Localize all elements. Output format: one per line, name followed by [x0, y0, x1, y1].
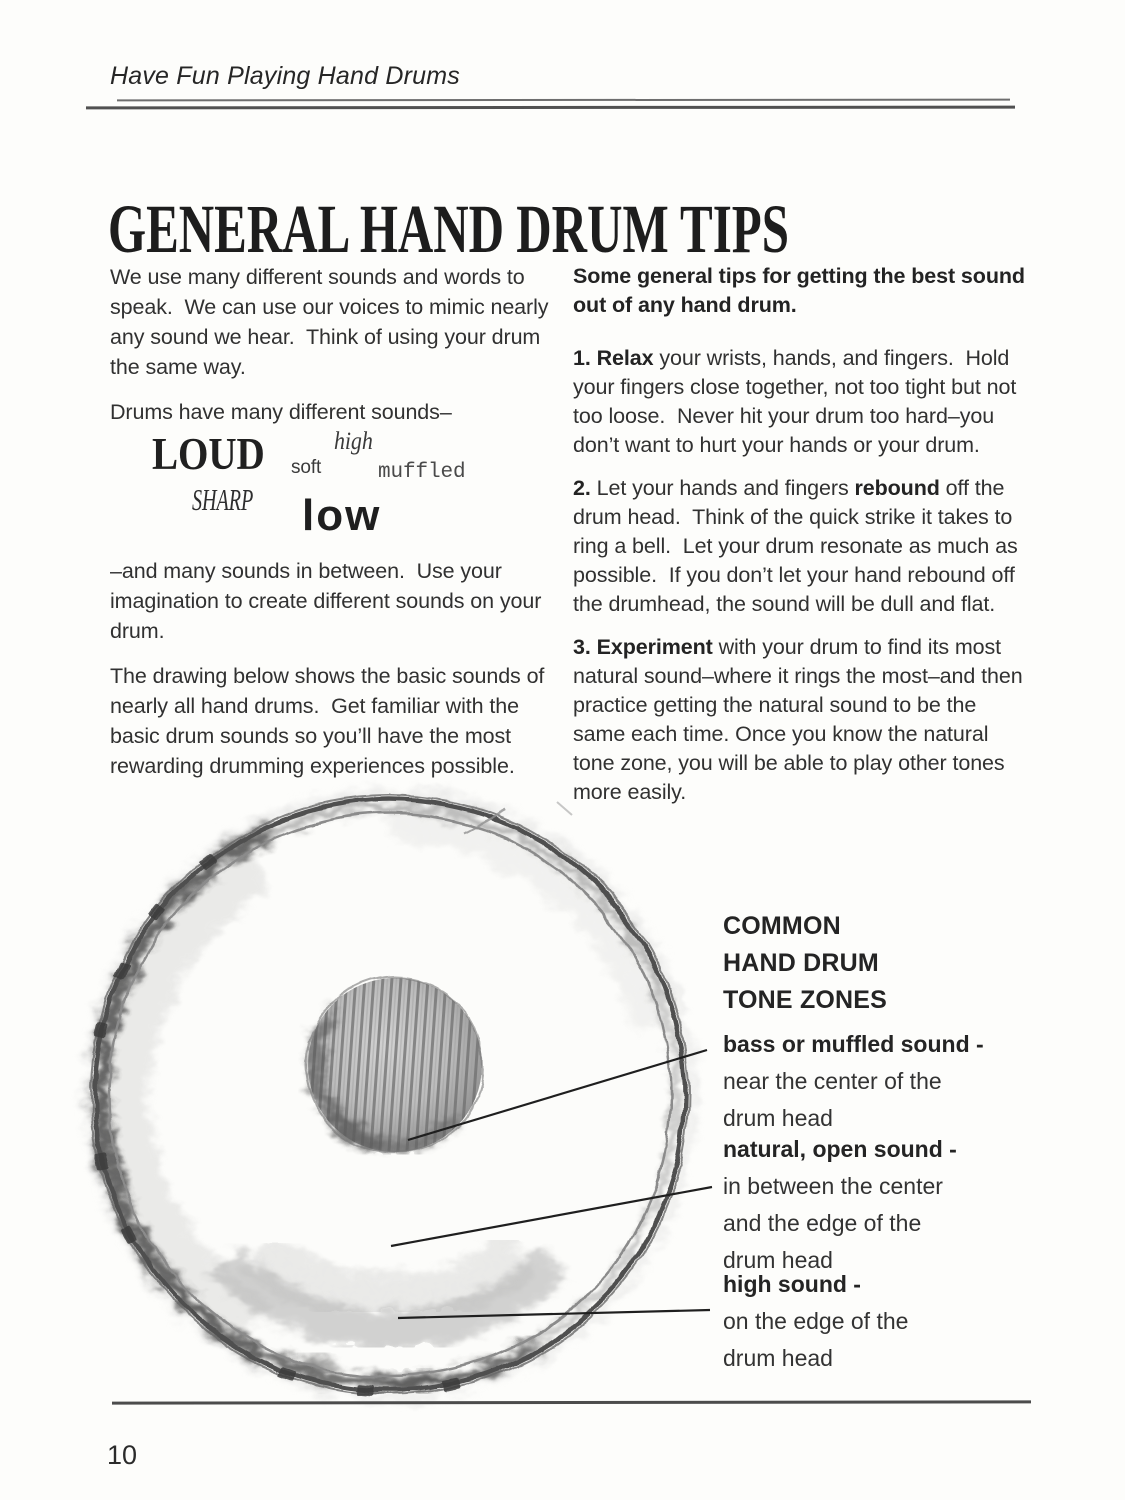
sound-words-collage	[110, 428, 572, 547]
tip-2	[573, 474, 1031, 619]
right-column	[573, 262, 1031, 821]
tone-zone-natural	[723, 1131, 957, 1279]
tone-zone-bass-description: near the center of the drum head	[723, 1068, 942, 1131]
tip-1-number-keyword: 1. Relax	[573, 346, 654, 370]
paragraph-drums-sounds: Drums have many different sounds–	[110, 400, 452, 424]
paragraph-voices: We use many different sounds and words to speak. We can use our voices to mimic nearly any sound we hear. Think of using your drum the same way.	[110, 265, 555, 379]
paragraph-drawing-below: The drawing below shows the basic sounds of nearly all hand drums. Get familiar with the basic drum sounds so you’ll have the most rewarding drumming experiences possible.	[110, 664, 551, 778]
tone-zone-high-label: high sound -	[723, 1271, 861, 1297]
tip-2-number: 2.	[573, 476, 591, 500]
sound-word-sharp: SHARP	[192, 482, 254, 517]
running-header: Have Fun Playing Hand Drums	[110, 62, 460, 90]
tone-zone-bass-label: bass or muffled sound -	[723, 1031, 984, 1057]
tip-2-text-a: Let your hands and fingers	[590, 476, 855, 500]
tone-zones-heading-line3: TONE ZONES	[723, 986, 888, 1014]
tone-zone-natural-description: in between the center and the edge of the drum head	[723, 1173, 943, 1273]
tip-2-text-b: off the drum head. Think of the quick strike it takes to ring a bell. Let your drum resonate as much as possible. If you don’t let your hand rebound off the drumhead, the sound will be dull and flat.	[573, 476, 1024, 616]
sound-word-soft: soft	[291, 457, 322, 478]
tips-intro: Some general tips for getting the best sound out of any hand drum.	[573, 264, 1031, 317]
tone-zones-heading-line1: COMMON	[723, 912, 841, 940]
stray-pencil-stroke-2	[557, 802, 572, 815]
tone-zones-heading-line2: HAND DRUM	[723, 949, 879, 977]
sound-word-muffled: muffled	[378, 461, 466, 484]
page-number: 10	[107, 1440, 138, 1470]
drum-center-spot	[307, 977, 483, 1153]
left-column	[110, 262, 572, 796]
tone-zone-high-description: on the edge of the drum head	[723, 1308, 909, 1371]
tip-2-keyword: rebound	[854, 476, 940, 500]
tip-1	[573, 344, 1031, 460]
tone-zone-natural-label: natural, open sound -	[723, 1136, 957, 1162]
sound-word-high: high	[334, 428, 373, 455]
tone-zone-high	[723, 1266, 931, 1377]
sound-word-low: low	[302, 491, 382, 540]
page-title: GENERAL HAND DRUM TIPS	[108, 191, 789, 267]
tip-1-text: your wrists, hands, and fingers. Hold your fingers close together, not too tight but not too loose. Never hit your drum too hard–you don’t want to hurt your hands or your drum.	[573, 346, 1023, 457]
tone-zone-bass	[723, 1026, 984, 1137]
sound-word-loud: LOUD	[152, 428, 265, 479]
tip-3-number-keyword: 3. Experiment	[573, 635, 713, 659]
drum-body	[88, 793, 692, 1397]
paragraph-in-between: –and many sounds in between. Use your imagination to create different sounds on your drum.	[110, 559, 548, 643]
header-rule-thick	[86, 106, 1015, 110]
tone-zones-heading	[723, 908, 887, 1019]
tip-3-text: with your drum to find its most natural sound–where it rings the most–and then practice getting the natural sound to be the same each time. Once you know the natural tone zone, you will be able to play other tones more easily.	[573, 635, 1029, 804]
header-rule-thin	[117, 99, 1010, 102]
